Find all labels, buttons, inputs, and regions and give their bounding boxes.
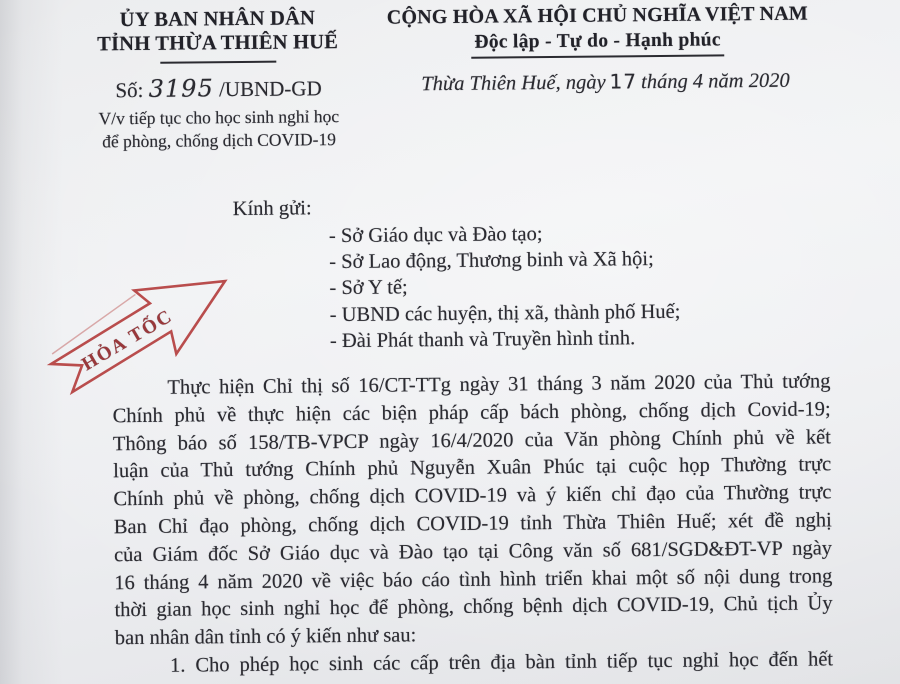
recipient-list — [329, 220, 681, 354]
issuer-underline — [160, 61, 276, 64]
recipient-item: - Sở Lao động, Thương binh và Xã hội; — [329, 248, 654, 274]
issuer-name: ỦY BAN NHÂN DÂN — [119, 7, 316, 32]
date-prefix: Thừa Thiên Huế, ngày — [421, 71, 606, 96]
body-line: Ban Chỉ đạo phòng, chống dịch COVID-19 tỉnh Thừa Thiên Huế; xét đề nghị — [113, 509, 832, 539]
date-day: 17 — [609, 69, 638, 94]
national-motto-line1: CỘNG HÒA XÃ HỘI CHỦ NGHĨA VIỆT NAM — [386, 2, 809, 29]
body-line: Chính phủ về phòng, chống dịch COVID-19 và ý kiến chỉ đạo của Thường trực — [113, 481, 832, 511]
dateline — [405, 68, 805, 97]
body-line: thời gian học sinh nghỉ học để phòng, chống bệnh dịch COVID-19, Chủ tịch Ủy — [114, 592, 833, 622]
body-line: 16 tháng 4 năm 2020 về việc báo cáo tình hình triển khai một số nội dung trong — [114, 564, 833, 594]
number-suffix: /UBND-GD — [218, 76, 322, 102]
number-label: Số: — [115, 77, 144, 103]
recipient-item: - Sở Giáo dục và Đào tạo; — [328, 223, 543, 248]
national-motto-line2: Độc lập - Tự do - Hạnh phúc — [471, 29, 724, 58]
salutation: Kính gửi: — [232, 197, 312, 221]
recipient-item: - Sở Y tế; — [329, 276, 408, 300]
stamp-label: HỎA TỐC — [78, 305, 177, 376]
body-line: Chính phủ về thực hiện các biện pháp cấp bách phòng, chống dịch Covid-19; — [112, 398, 831, 428]
body-line: ban nhân dân tỉnh có ý kiến như sau: — [114, 624, 417, 650]
subject-block — [76, 105, 362, 153]
subject-line-2: để phòng, chống dịch COVID-19 — [102, 128, 337, 151]
date-suffix: tháng 4 năm 2020 — [640, 69, 790, 94]
body-line: luận của Thủ tướng Chính phủ Nguyễn Xuân Phúc tại cuộc họp Thường trực — [113, 453, 832, 483]
recipient-item: - UBND các huyện, thị xã, thành phố Huế; — [329, 300, 681, 326]
issuer-province: TỈNH THỪA THIÊN HUẾ — [97, 30, 339, 55]
body-line: Thực hiện Chỉ thị số 16/CT-TTg ngày 31 tháng 3 năm 2020 của Thủ tướng — [167, 370, 831, 399]
issuer-block — [85, 7, 351, 65]
body-line: Thông báo số 158/TB-VPCP ngày 16/4/2020 của Văn phòng Chính phủ về kết — [112, 425, 832, 455]
number-value: 3195 — [148, 74, 214, 103]
document-number — [93, 73, 343, 103]
national-header — [375, 2, 820, 59]
subject-line-1: V/v tiếp tục cho học sinh nghỉ học — [98, 106, 340, 129]
body-line: 1. Cho phép học sinh các cấp trên địa bàn tỉnh tiếp tục nghỉ học đến hết — [169, 648, 834, 677]
body-text — [112, 368, 833, 681]
recipient-item: - Đài Phát thanh và Truyền hình tỉnh. — [329, 327, 636, 352]
body-line: của Giám đốc Sở Giáo dục và Đào tạo tại Công văn số 681/SGD&ĐT-VP ngày — [113, 537, 833, 567]
